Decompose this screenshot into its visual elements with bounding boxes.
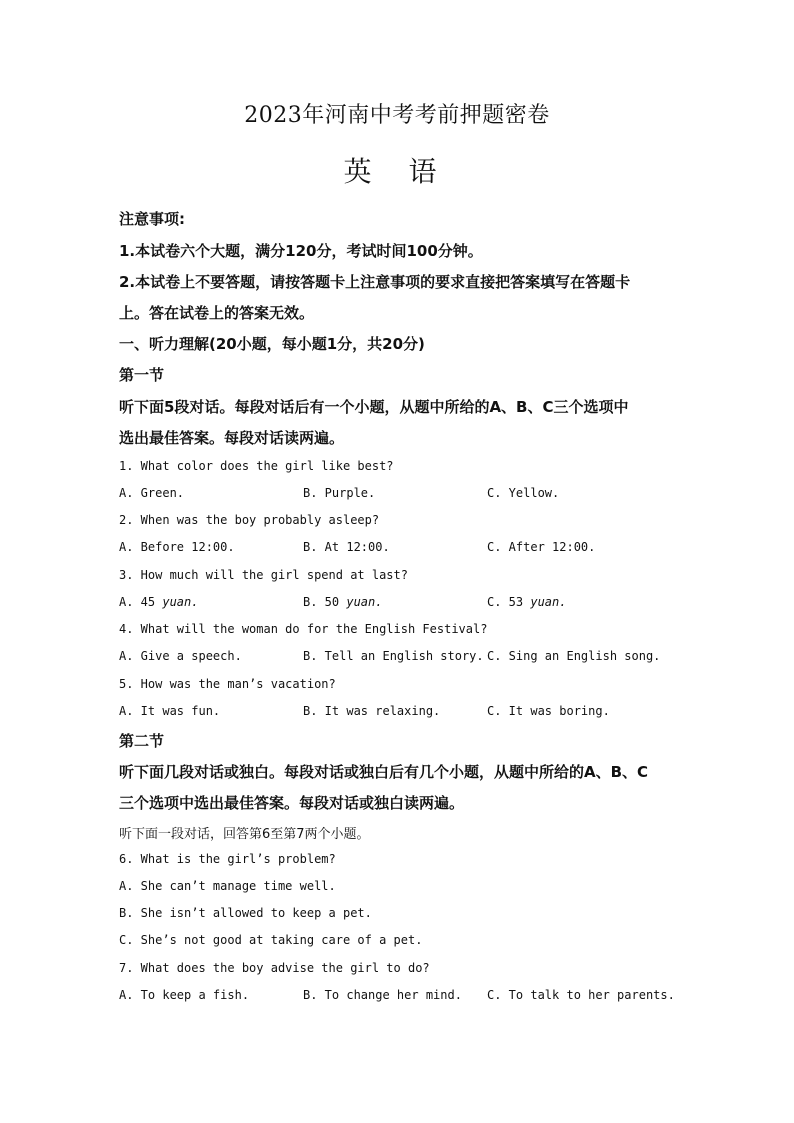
exam-title: 2023年河南中考考前押题密卷 bbox=[244, 103, 550, 128]
section-2-instruction-line-1: 听下面几段对话或独白。每段对话或独白后有几个小题，从题中所给的A、B、C bbox=[119, 763, 649, 781]
question-7: 7. What does the boy advise the girl to do? bbox=[119, 961, 430, 975]
question-4-option-c: C. Sing an English song. bbox=[487, 649, 661, 663]
question-1-option-b: B. Purple. bbox=[303, 486, 376, 500]
currency-unit: yuan. bbox=[162, 595, 199, 609]
question-6-option-a: A. She can’t manage time well. bbox=[119, 879, 336, 893]
question-3-option-a bbox=[119, 595, 198, 609]
question-2-option-b: B. At 12:00. bbox=[303, 540, 390, 554]
section-1-instruction-line-2: 选出最佳答案。每段对话读两遍。 bbox=[119, 429, 345, 447]
currency-unit: yuan. bbox=[530, 595, 567, 609]
question-1-option-a: A. Green. bbox=[119, 486, 185, 500]
section-2-instruction-line-2: 三个选项中选出最佳答案。每段对话或独白读两遍。 bbox=[119, 794, 465, 812]
option-b-amount: B. 50 bbox=[303, 595, 347, 609]
question-2-option-c: C. After 12:00. bbox=[487, 540, 596, 554]
question-3-option-b bbox=[303, 595, 382, 609]
notice-item-2-line-1: 2.本试卷上不要答题，请按答题卡上注意事项的要求直接把答案填写在答题卡 bbox=[119, 273, 631, 291]
question-2-option-a: A. Before 12:00. bbox=[119, 540, 235, 554]
section-2-sub-instruction: 听下面一段对话，回答第6至第7两个小题。 bbox=[119, 827, 370, 842]
question-6: 6. What is the girl’s problem? bbox=[119, 852, 336, 866]
question-4-option-a: A. Give a speech. bbox=[119, 649, 242, 663]
notice-heading: 注意事项: bbox=[119, 210, 185, 228]
question-5-option-c: C. It was boring. bbox=[487, 704, 610, 718]
part-1-heading: 一、听力理解(20小题，每小题1分，共20分) bbox=[119, 335, 425, 353]
section-1-instruction-line-1: 听下面5段对话。每段对话后有一个小题，从题中所给的A、B、C三个选项中 bbox=[119, 398, 629, 416]
notice-item-2-line-2: 上。答在试卷上的答案无效。 bbox=[119, 304, 315, 322]
option-a-amount: A. 45 bbox=[119, 595, 163, 609]
question-7-option-c: C. To talk to her parents. bbox=[487, 988, 675, 1002]
question-7-option-b: B. To change her mind. bbox=[303, 988, 462, 1002]
currency-unit: yuan. bbox=[346, 595, 383, 609]
question-4-option-b: B. Tell an English story. bbox=[303, 649, 484, 663]
option-c-amount: C. 53 bbox=[487, 595, 531, 609]
question-5-option-b: B. It was relaxing. bbox=[303, 704, 441, 718]
section-2-heading: 第二节 bbox=[119, 732, 165, 750]
question-5: 5. How was the man’s vacation? bbox=[119, 677, 336, 691]
question-1-option-c: C. Yellow. bbox=[487, 486, 560, 500]
question-2: 2. When was the boy probably asleep? bbox=[119, 513, 380, 527]
section-1-heading: 第一节 bbox=[119, 366, 165, 384]
question-6-option-c: C. She’s not good at taking care of a pet. bbox=[119, 933, 423, 947]
question-5-option-a: A. It was fun. bbox=[119, 704, 221, 718]
question-7-option-a: A. To keep a fish. bbox=[119, 988, 250, 1002]
question-3: 3. How much will the girl spend at last? bbox=[119, 568, 408, 582]
question-1: 1. What color does the girl like best? bbox=[119, 459, 394, 473]
question-4: 4. What will the woman do for the English Festival? bbox=[119, 622, 488, 636]
notice-item-1: 1.本试卷六个大题，满分120分，考试时间100分钟。 bbox=[119, 242, 483, 260]
question-6-option-b: B. She isn’t allowed to keep a pet. bbox=[119, 906, 372, 920]
subject-title: 英 语 bbox=[343, 155, 451, 188]
question-3-option-c bbox=[487, 595, 566, 609]
